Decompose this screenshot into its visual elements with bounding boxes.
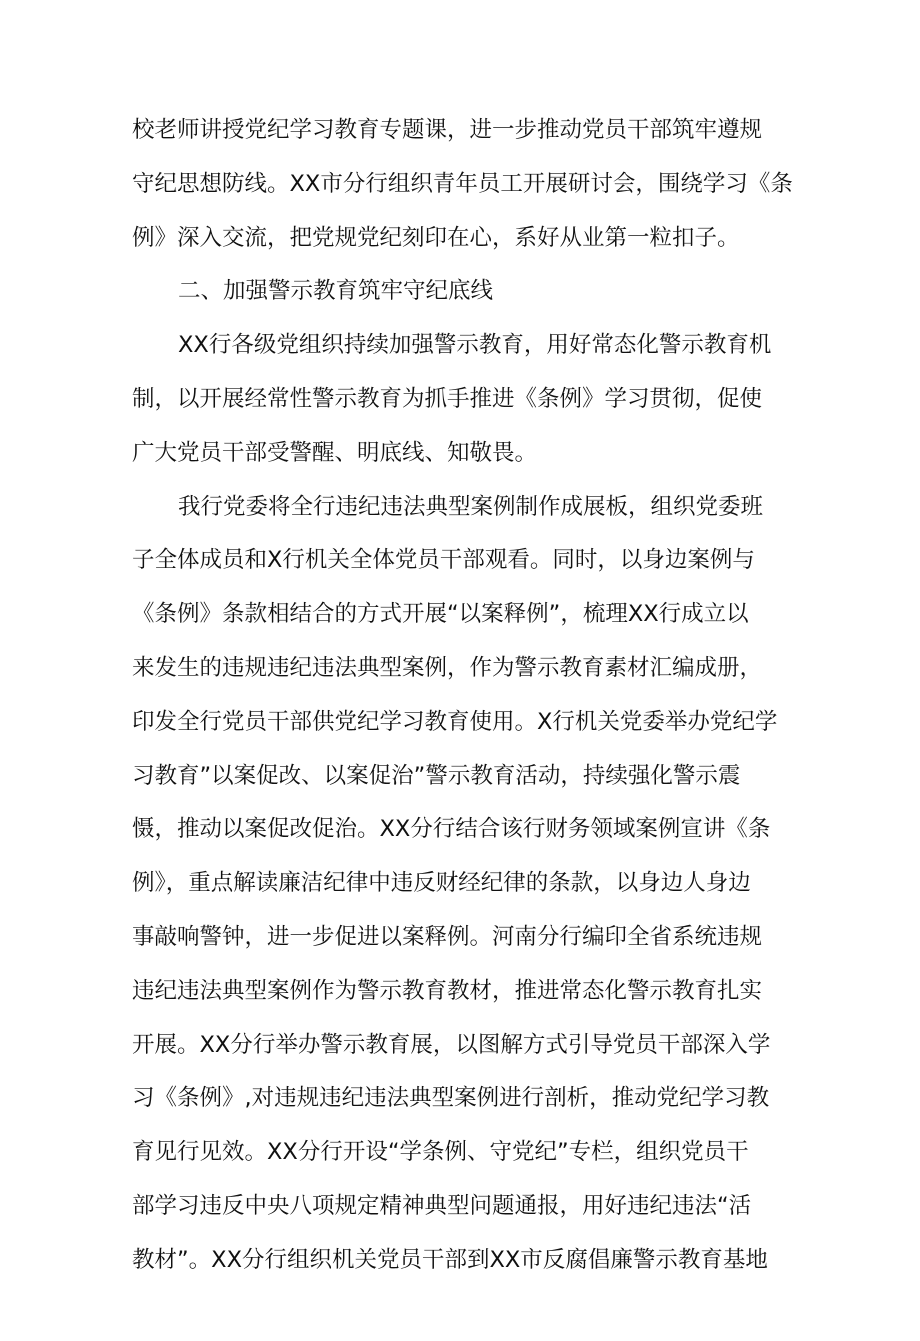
text-line: XX行各级党组织持续加强警示教育，用好常态化警示教育机 bbox=[178, 332, 772, 359]
text-line: 违纪违法典型案例作为警示教育教材，推进常态化警示教育扎实 bbox=[132, 977, 763, 1004]
text-line: 慑，推动以案促改促治。XX分行结合该行财务领域案例宣讲《条 bbox=[132, 816, 771, 843]
text-line: 习教育”以案促改、以案促治”警示教育活动，持续强化警示震 bbox=[132, 762, 741, 789]
text-line: 例》深入交流，把党规党纪刻印在心，系好从业第一粒扣子。 bbox=[132, 224, 740, 251]
section-heading: 二、加强警示教育筑牢守纪底线 bbox=[178, 278, 494, 305]
text-line: 教材”。XX分行组织机关党员干部到XX市反腐倡廉警示教育基地 bbox=[132, 1246, 768, 1273]
text-line: 印发全行党员干部供党纪学习教育使用。X行机关党委举办党纪学 bbox=[132, 708, 778, 735]
document-body bbox=[132, 104, 792, 1341]
text-line: 制，以开展经常性警示教育为抓手推进《条例》学习贯彻，促使 bbox=[132, 385, 763, 412]
text-line bbox=[132, 1288, 792, 1341]
text-line: 守纪思想防线。XX市分行组织青年员工开展研讨会，围绕学习《条 bbox=[132, 170, 793, 197]
text-line: 部学习违反中央八项规定精神典型问题通报，用好违纪违法“活 bbox=[132, 1192, 752, 1219]
text-line: 广大党员干部受警醒、明底线、知敬畏。 bbox=[132, 439, 538, 466]
text-line: 例》，重点解读廉洁纪律中违反财经纪律的条款，以身边人身边 bbox=[132, 870, 751, 897]
text-line: 育见行见效。XX分行开设“学条例、守党纪”专栏，组织党员干 bbox=[132, 1139, 749, 1166]
text-line: 我行党委将全行违纪违法典型案例制作成展板，组织党委班 bbox=[178, 493, 764, 520]
text-line: 《条例》条款相结合的方式开展“以案释例”，梳理XX行成立以 bbox=[132, 601, 749, 628]
text-line: 子全体成员和X行机关全体党员干部观看。同时，以身边案例与 bbox=[132, 547, 755, 574]
text-line: 开展。XX分行举办警示教育展，以图解方式引导党员干部深入学 bbox=[132, 1031, 771, 1058]
text-line: 习《条例》,对违规违纪违法典型案例进行剖析，推动党纪学习教 bbox=[132, 1085, 770, 1112]
text-line: 校老师讲授党纪学习教育专题课，进一步推动党员干部筑牢遵规 bbox=[132, 117, 763, 143]
text-line: 事敲响警钟，进一步促进以案释例。河南分行编印全省系统违规 bbox=[132, 923, 763, 950]
text-line: 来发生的违规违纪违法典型案例，作为警示教育素材汇编成册， bbox=[132, 654, 763, 681]
